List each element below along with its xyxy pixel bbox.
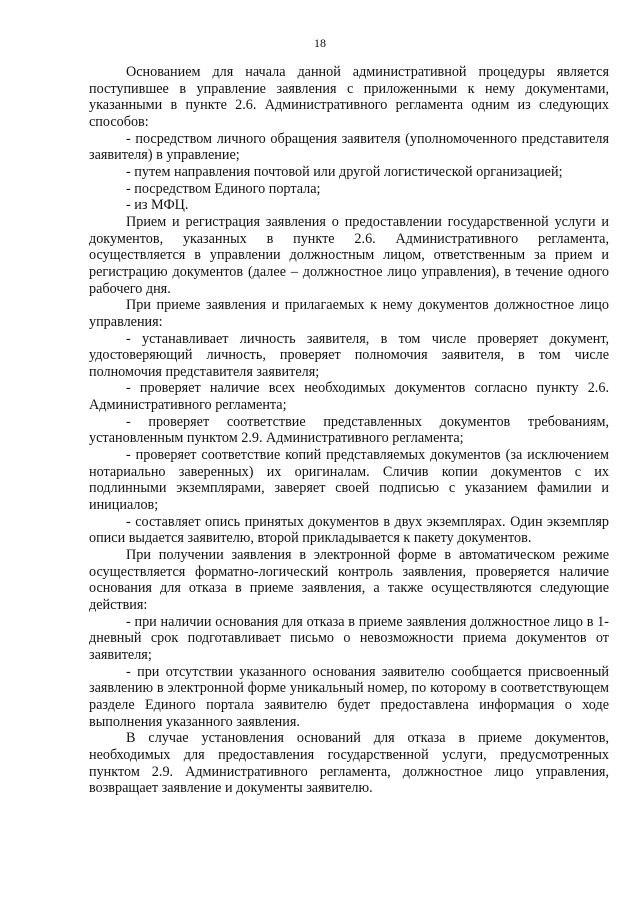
list-item-personal-visit: - посредством личного обращения заявителя (уполномоченного представителя заявителя) в управление;: [89, 130, 609, 164]
list-item-copies-check: - проверяет соответствие копий представляемых документов (за исключением нотариально заверенных) их оригиналам. Сличив копии документов с их подлинными экземплярами, заверяет своей подписью с указанием фамилии и инициалов;: [89, 447, 609, 514]
list-item-requirements-check: - проверяет соответствие представленных документов требованиям, установленным пунктом 2.9. Административного регламента;: [89, 413, 609, 447]
list-item-postal: - путем направления почтовой или другой логистической организацией;: [126, 163, 563, 180]
list-item-unique-number: - при отсутствии указанного основания заявителю сообщается присвоенный заявлению в электронной форме уникальный номер, по которому в соответствующем разделе Единого портала заявителю будет предоставлена информация о ходе выполнения указанного заявления.: [89, 663, 609, 730]
document-body: [89, 64, 609, 797]
list-item-portal: - посредством Единого портала;: [126, 180, 321, 197]
page-number: 18: [314, 36, 326, 50]
list-item-identity: - устанавливает личность заявителя, в том числе проверяет документ, удостоверяющий личность, проверяет полномочия заявителя, в том числе полномочия представителя заявителя;: [89, 330, 609, 380]
paragraph-basis: Основанием для начала данной административной процедуры является поступившее в управление заявления с приложенными к нему документами, указанными в пункте 2.6. Административного регламента одним из следующих способов:: [89, 64, 609, 130]
list-item-documents-check: - проверяет наличие всех необходимых документов согласно пункту 2.6. Административного регламента;: [89, 380, 609, 414]
paragraph-reception: При приеме заявления и прилагаемых к нему документов должностное лицо управления:: [89, 297, 609, 330]
paragraph-electronic: При получении заявления в электронной форме в автоматическом режиме осуществляется форматно-логический контроль заявления, проверяется наличие основания для отказа в приеме заявления, а также осуществляются следующие действия:: [89, 547, 609, 613]
list-item-mfc: - из МФЦ.: [126, 197, 189, 214]
paragraph-return: В случае установления оснований для отказа в приеме документов, необходимых для предоставления государственной услуги, предусмотренных пунктом 2.9. Административного регламента, должностное лицо управления, возвращает заявление и документы заявителю.: [89, 730, 609, 797]
paragraph-registration: Прием и регистрация заявления о предоставлении государственной услуги и документов, указанных в пункте 2.6. Административного регламента, осуществляется в управлении должностным лицом, ответственным за прием и регистрацию документов (далее – должностное лицо управления), в течение одного рабочего дня.: [89, 213, 609, 297]
list-item-inventory: - составляет опись принятых документов в двух экземплярах. Один экземпляр описи выдается заявителю, второй прикладывается к пакету документов.: [89, 513, 609, 547]
list-item-refusal-letter: - при наличии основания для отказа в приеме заявления должностное лицо в 1-дневный срок подготавливает письмо о невозможности приема документов от заявителя;: [89, 613, 609, 663]
